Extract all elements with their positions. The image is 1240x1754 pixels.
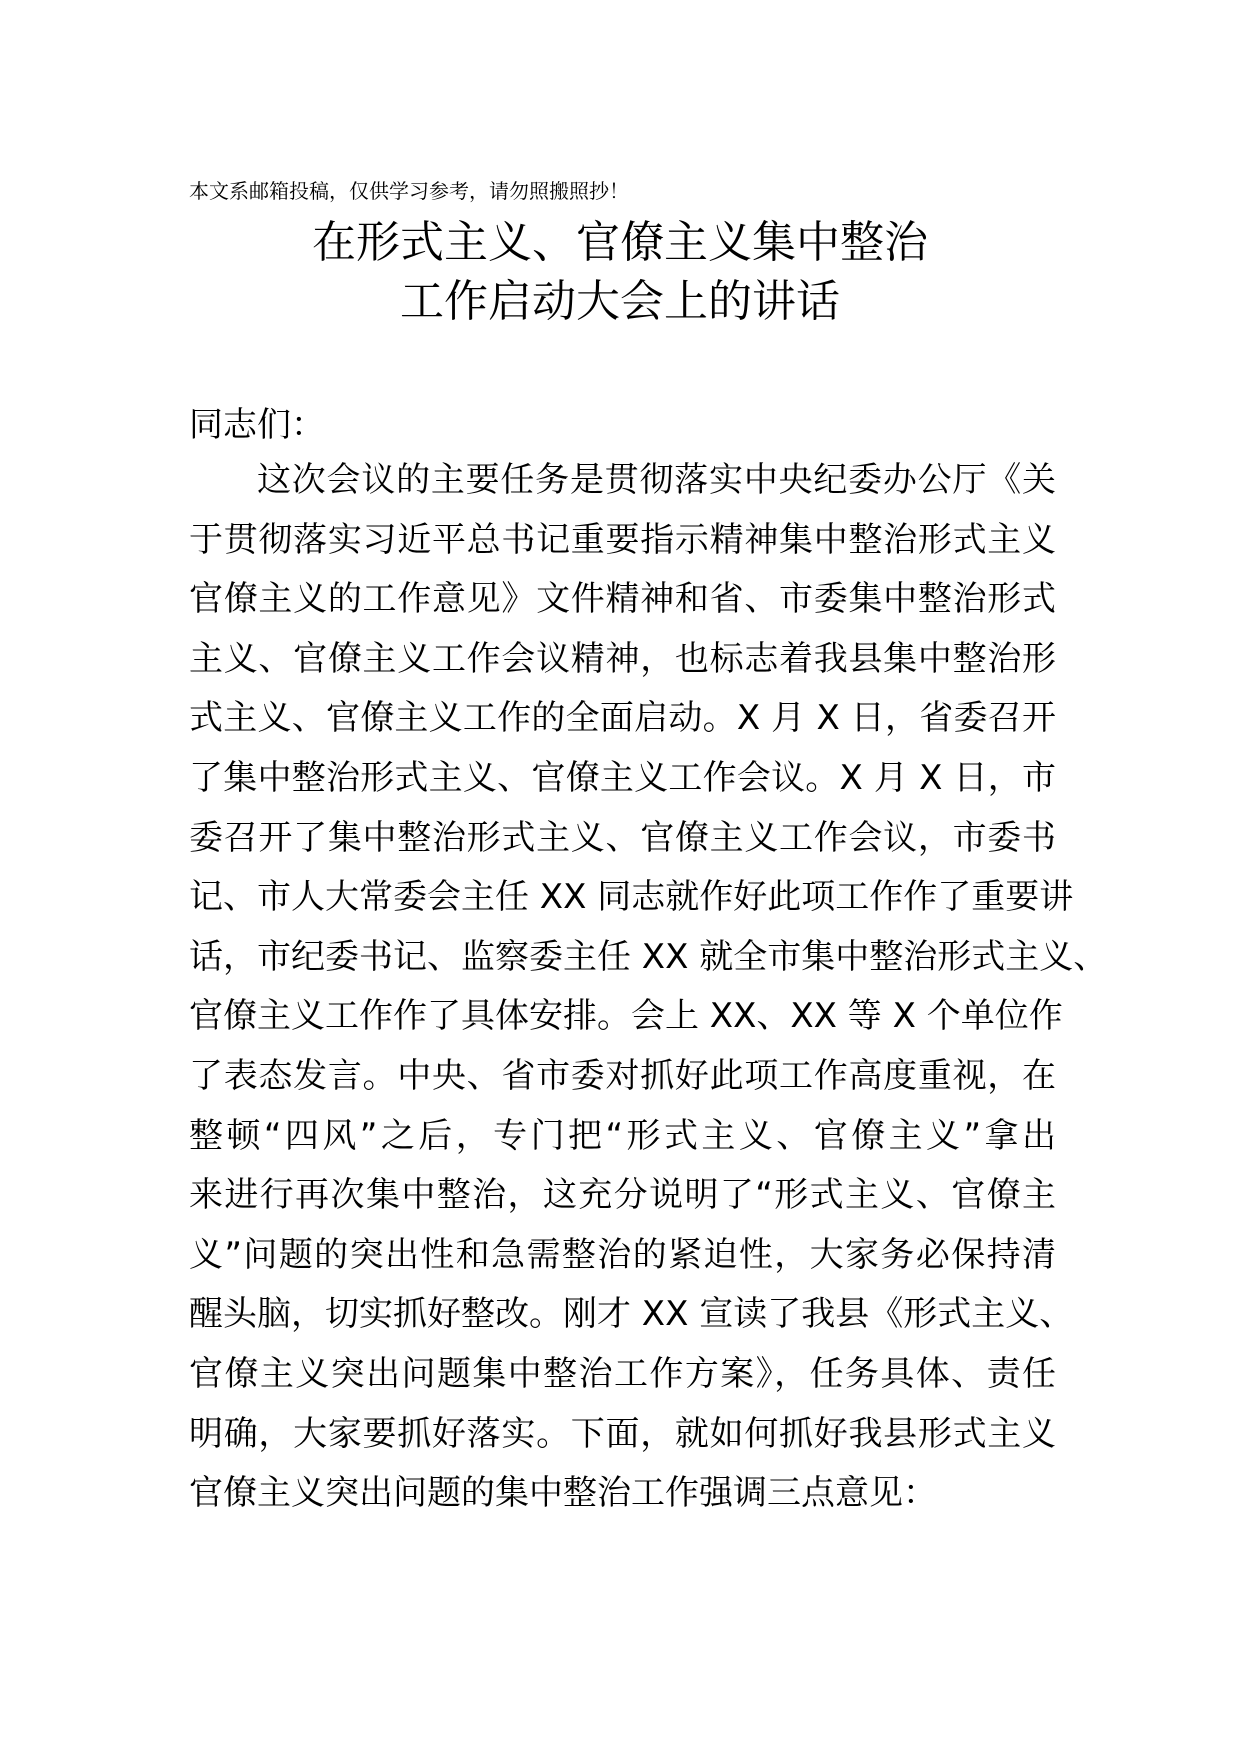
body-line: 官僚主义突出问题集中整治工作方案》，任务具体、责任 [189,1353,1056,1394]
body-line: 来进行再次集中整治，这充分说明了“形式主义、官僚主 [189,1175,1056,1216]
body-line: 醒头脑，切实抓好整改。刚才 XX 宣读了我县《形式主义、 [189,1294,1074,1335]
body-line: 话，市纪委书记、监察委主任 XX 就全市集中整治形式主义、 [189,936,1108,977]
salutation: 同志们： [189,405,325,445]
body-line: 主义、官僚主义工作会议精神，也标志着我县集中整治形 [189,638,1056,679]
body-line: 官僚主义工作作了具体安排。会上 XX、XX 等 X 个单位作 [189,996,1063,1037]
body-paragraph [189,451,1108,1524]
body-line: 了集中整治形式主义、官僚主义工作会议。X 月 X 日，市 [189,757,1056,798]
body-line: 记、市人大常委会主任 XX 同志就作好此项工作作了重要讲 [189,877,1074,918]
body-line: 官僚主义的工作意见》文件精神和省、市委集中整治形式 [189,579,1056,620]
submission-notice: 本文系邮箱投稿，仅供学习参考，请勿照搬照抄！ [189,179,629,203]
body-line: 整顿“四风”之后，专门把“形式主义、官僚主义”拿出 [189,1115,1056,1156]
title-line-2: 工作启动大会上的讲话 [400,276,840,327]
body-line: 委召开了集中整治形式主义、官僚主义工作会议，市委书 [189,817,1056,858]
body-line: 了表态发言。中央、省市委对抓好此项工作高度重视，在 [189,1055,1056,1096]
body-line: 这次会议的主要任务是贯彻落实中央纪委办公厅《关 [257,460,1056,500]
body-line: 式主义、官僚主义工作的全面启动。X 月 X 日，省委召开 [189,698,1056,739]
body-line: 官僚主义突出问题的集中整治工作强调三点意见： [189,1473,937,1514]
body-line: 义”问题的突出性和急需整治的紧迫性，大家务必保持清 [189,1234,1056,1275]
body-line: 明确，大家要抓好落实。下面，就如何抓好我县形式主义 [189,1413,1056,1454]
title-line-1: 在形式主义、官僚主义集中整治 [312,217,928,268]
body-line: 于贯彻落实习近平总书记重要指示精神集中整治形式主义 [189,519,1056,560]
document-title [0,213,1240,331]
